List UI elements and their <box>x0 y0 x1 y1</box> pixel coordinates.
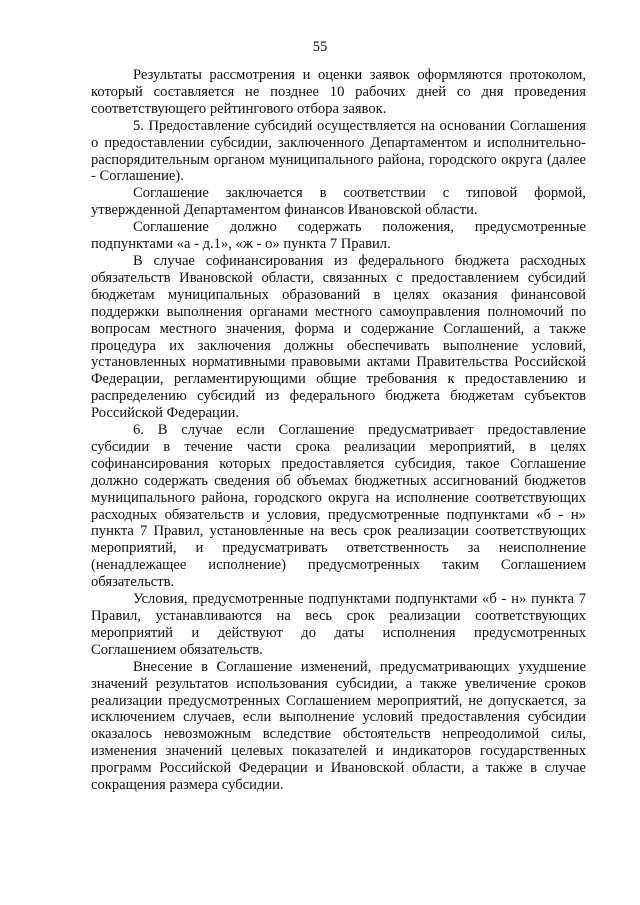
paragraph-section-5: 5. Предоставление субсидий осуществляется на основании Соглашения о предоставлении субсидии, заключенного Департаментом и исполнительно-распорядительным органом муниципального района, городского округа (далее - Соглашение). <box>91 117 586 185</box>
page-number: 55 <box>312 39 328 55</box>
paragraph-standard-form: Соглашение заключается в соответствии с типовой формой, утвержденной Департаментом финансов Ивановской области. <box>91 185 586 219</box>
paragraph-conditions-term: Условия, предусмотренные подпунктами подпунктами «б - н» пункта 7 Правил, устанавливаются на весь срок реализации соответствующих мероприятий и действуют до даты исполнения предусмотренных Соглашением обязательств. <box>91 591 586 658</box>
document-body <box>91 67 586 794</box>
paragraph-section-6: 6. В случае если Соглашение предусматривает предоставление субсидии в течение части срока реализации мероприятий, в целях софинансирования которых предоставляется субсидия, такое Соглашение должно содержать сведения об объемах бюджетных ассигнований бюджетов муниципального района, городского округа на исполнение соответствующих расходных обязательств и условия, предусмотренные подпунктами «б - н» пункта 7 Правил, установленные на весь срок реализации соответствующих мероприятий, и предусматривать ответственность за неисполнение (ненадлежащее исполнение) предусмотренных таким Соглашением обязательств. <box>91 422 586 591</box>
paragraph-federal-cofinancing: В случае софинансирования из федерального бюджета расходных обязательств Ивановской области, связанных с предоставлением субсидий бюджетам муниципальных образований в целях оказания финансовой поддержки выполнения органами местного самоуправления полномочий по вопросам местного значения, форма и содержание Соглашений, а также процедура их заключения должны обеспечивать выполнение условий, установленных нормативными правовыми актами Правительства Российской Федерации, регламентирующими общие требования к предоставлению и распределению субсидий из федерального бюджета бюджетам субъектов Российской Федерации. <box>91 252 586 422</box>
paragraph-amendments: Внесение в Соглашение изменений, предусматривающих ухудшение значений результатов использования субсидии, а также увеличение сроков реализации предусмотренных Соглашением мероприятий, не допускается, за исключением случаев, если выполнение условий предоставления субсидии оказалось невозможным вследствие обстоятельств непреодолимой силы, изменения значений целевых показателей и индикаторов государственных программ Российской Федерации и Ивановской области, а также в случае сокращения размера субсидии. <box>91 658 586 794</box>
paragraph-protocol: Результаты рассмотрения и оценки заявок оформляются протоколом, который составляется не позднее 10 рабочих дней со дня проведения соответствующего рейтингового отбора заявок. <box>91 67 586 117</box>
paragraph-agreement-contents: Соглашение должно содержать положения, предусмотренные подпунктами «а - д.1», «ж - о» пункта 7 Правил. <box>91 219 586 253</box>
